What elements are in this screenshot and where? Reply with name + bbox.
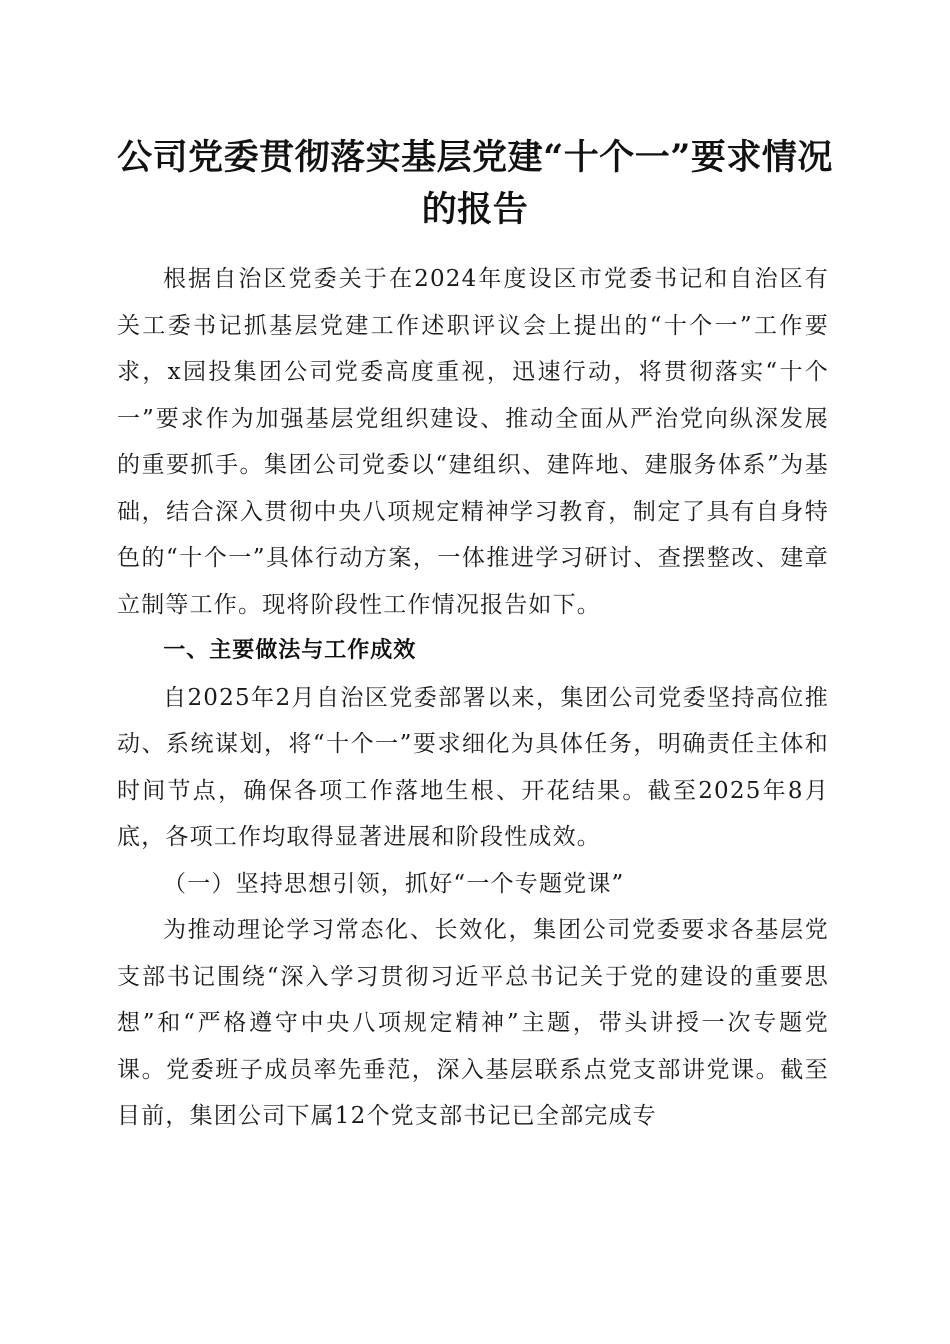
subsection-heading-1: （一）坚持思想引领，抓好“一个专题党课” (163, 870, 625, 897)
intro-paragraph: 根据自治区党委关于在2024年度设区市党委书记和自治区有关工委书记抓基层党建工作述职评议会上提出的“十个一”工作要求，x园投集团公司党委高度重视，迅速行动，将贯彻落实“十个一”要求作为加强基层党组织建设、推动全面从严治党向纵深发展的重要抓手。集团公司党委以“建组织、建阵地、建服务体系”为基础，结合深入贯彻中央八项规定精神学习教育，制定了具有自身特色的“十个一”具体行动方案，一体推进学习研讨、查摆整改、建章立制等工作。现将阶段性工作情况报告如下。 (117, 266, 829, 618)
section-paragraph-1: 自2025年2月自治区党委部署以来，集团公司党委坚持高位推动、系统谋划，将“十个一”要求细化为具体任务，明确责任主体和时间节点，确保各项工作落地生根、开花结果。截至2025年8月底，各项工作均取得显著进展和阶段性成效。 (117, 684, 829, 850)
section-heading-1: 一、主要做法与工作成效 (163, 638, 417, 663)
subsection-paragraph-1: 为推动理论学习常态化、长效化，集团公司党委要求各基层党支部书记围绕“深入学习贯彻习近平总书记关于党的建设的重要思想”和“严格遵守中央八项规定精神”主题，带头讲授一次专题党课。党委班子成员率先垂范，深入基层联系点党支部讲党课。截至目前，集团公司下属12个党支部书记已全部完成专 (117, 917, 829, 1129)
document-body (117, 256, 829, 1140)
document-title: 公司党委贯彻落实基层党建“十个一”要求情况的报告 (117, 137, 833, 230)
